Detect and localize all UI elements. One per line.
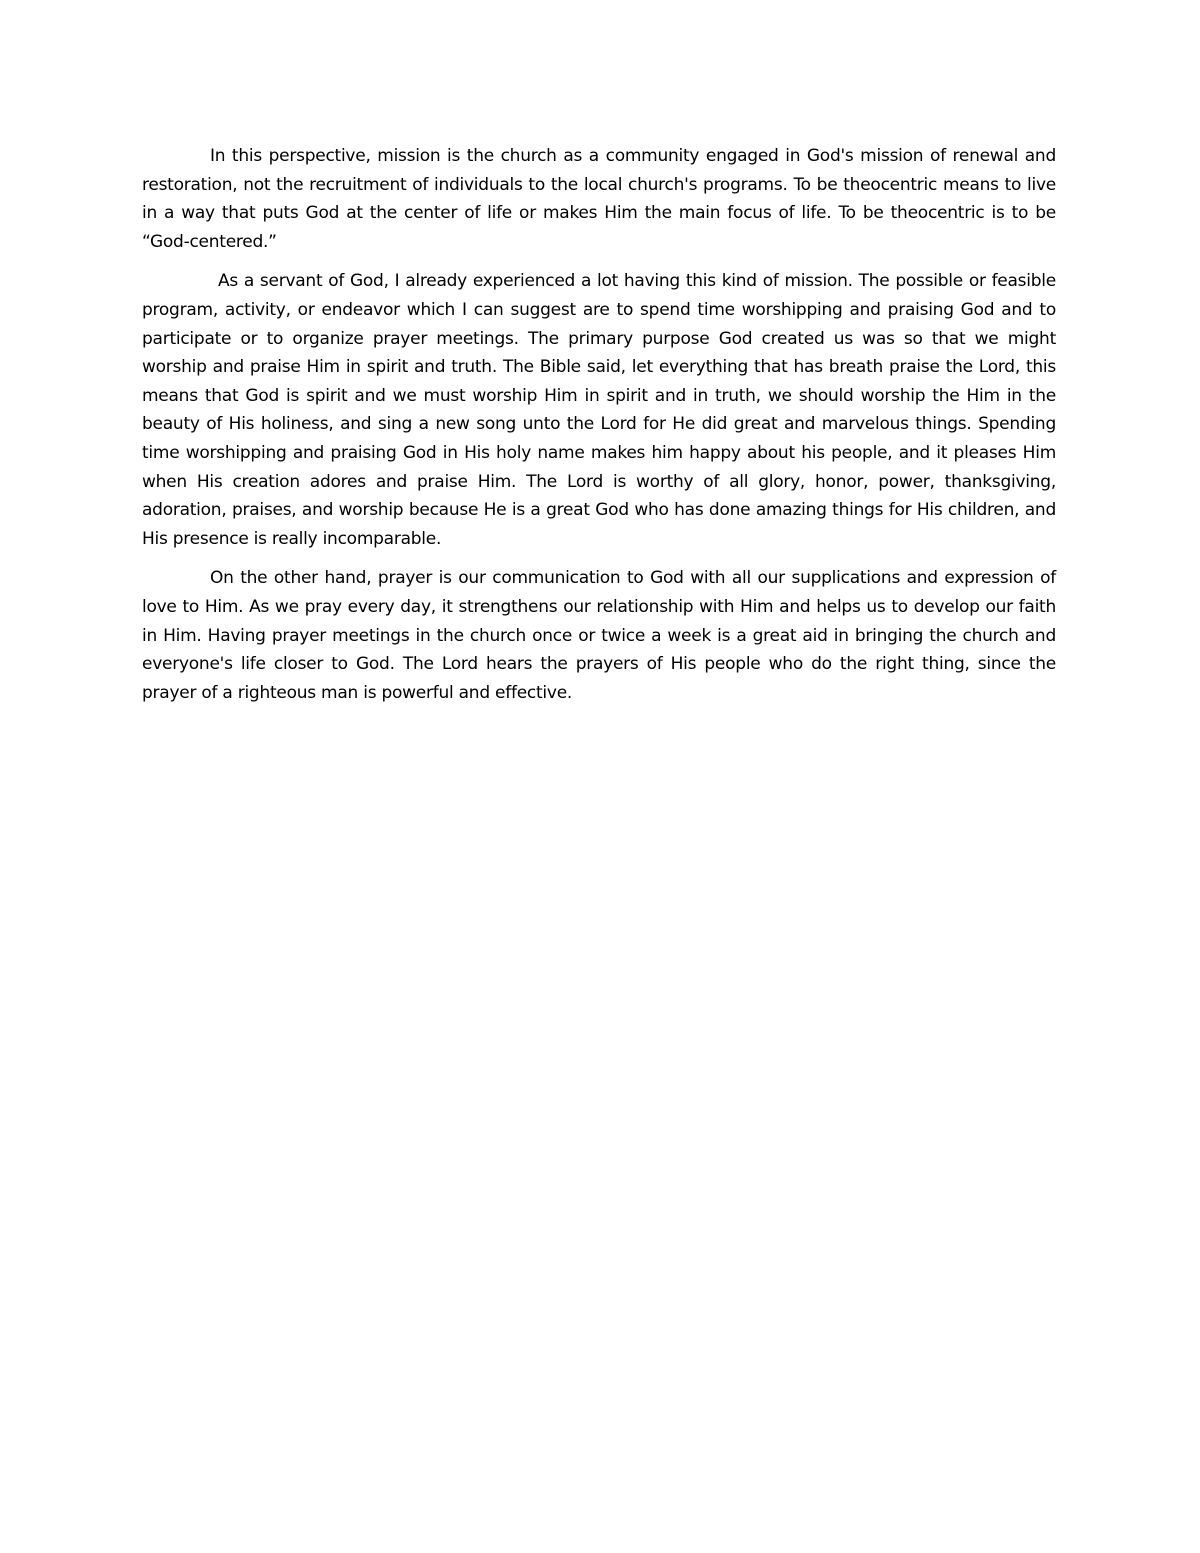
paragraph-theocentric-mission: In this perspective, mission is the church as a community engaged in God's mission of renewal and restoration, not the recruitment of individuals to the local church's programs. To be theocentric means to live in a way that puts God at the center of life or makes Him the main focus of life. To be theocentric is to be “God-centered.” [142, 146, 1056, 252]
paragraph-prayer: On the other hand, prayer is our communication to God with all our supplications and expression of love to Him. As we pray every day, it strengthens our relationship with Him and helps us to develop our faith in Him. Having prayer meetings in the church once or twice a week is a great aid in bringing the church and everyone's life closer to God. The Lord hears the prayers of His people who do the right thing, since the prayer of a righteous man is powerful and effective. [142, 568, 1056, 703]
paragraph-worship-and-praise: As a servant of God, I already experienced a lot having this kind of mission. The possible or feasible program, activity, or endeavor which I can suggest are to spend time worshipping and praising God and to participate or to organize prayer meetings. The primary purpose God created us was so that we might worship and praise Him in spirit and truth. The Bible said, let everything that has breath praise the Lord, this means that God is spirit and we must worship Him in spirit and in truth, we should worship the Him in the beauty of His holiness, and sing a new song unto the Lord for He did great and marvelous things. Spending time worshipping and praising God in His holy name makes him happy about his people, and it pleases Him when His creation adores and praise Him. The Lord is worthy of all glory, honor, power, thanksgiving, adoration, praises, and worship because He is a great God who has done amazing things for His children, and His presence is really incomparable. [142, 271, 1056, 549]
document-body [142, 142, 1056, 718]
